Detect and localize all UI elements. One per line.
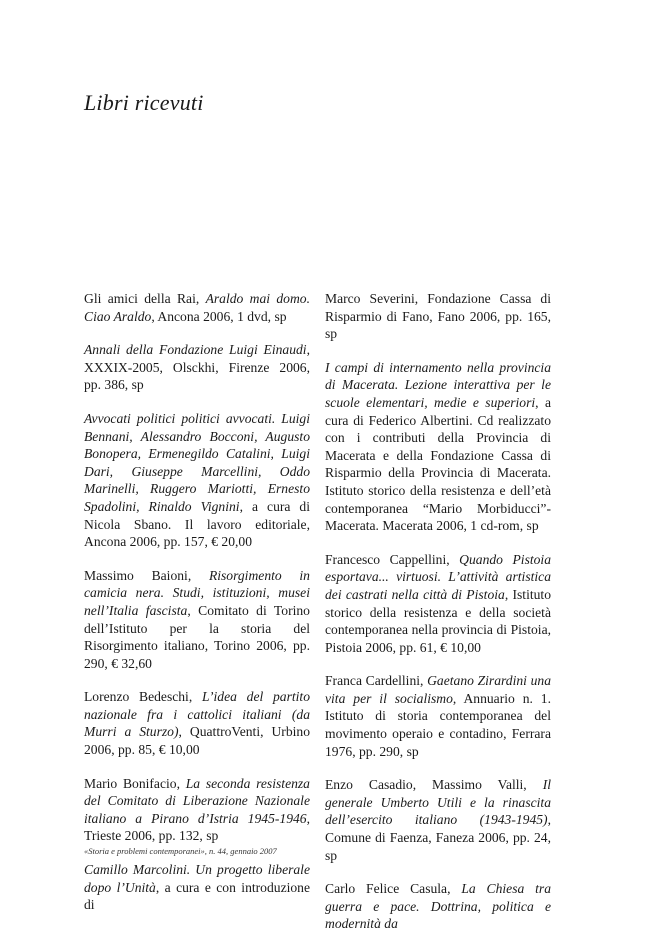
bibliography-entry [325, 776, 551, 864]
bibliography-entry [84, 861, 310, 914]
entry-text: , Annuario n. 1. Istituto di storia contemporanea del movimento operaio e contadino, Ferrara 1976, pp. 290, sp [325, 690, 552, 759]
entry-title-text: La Chiesa tra guerra e pace. Dottrina, politica e modernità da [325, 881, 552, 932]
bibliography-entry [84, 775, 310, 845]
entry-text: , Trieste 2006, pp. 132, sp [84, 810, 310, 844]
entry-title-text: I campi di internamento nella provincia di Macerata. Lezione interattiva per le scuole elementari, medie e superiori [325, 359, 551, 410]
entry-text: , a cura e con introduzione di [84, 879, 311, 913]
entry-text: , Istituto storico della resistenza e della società contemporanea nella provincia di Pistoia, Pistoia 2006, pp. 61, € 10,00 [325, 586, 551, 655]
entry-text: , XXXIX-2005, Olsckhi, Firenze 2006, pp. 386, sp [84, 342, 310, 393]
entry-title-text: Annali della Fondazione Luigi Einaudi [84, 342, 307, 358]
entry-text: Franca Cardellini, [325, 673, 428, 689]
bibliography-entry [84, 341, 310, 394]
bibliography-entry [325, 672, 551, 760]
entry-title-text: Avvocati politici politici avvocati. Luigi Bennani, Alessandro Bocconi, Augusto Bonopera, Ermenegildo Catalini, Luigi Dari, Giuseppe Marcellini, Oddo Marinelli, Ruggero Mariotti, Ernesto Spadolini, Rinaldo Vignini [84, 410, 310, 514]
entry-title-text: Camillo Marcolini. Un progetto liberale dopo l’Unità [84, 862, 310, 895]
bibliography-entry [84, 567, 310, 673]
entry-title-text: Il generale Umberto Utili e la rinascita dell’esercito italiano (1943-1945) [325, 777, 551, 828]
entry-text: , Comitato di Torino dell’Istituto per la storia del Risorgimento italiano, Torino 2006, pp. 290, € 32,60 [84, 602, 310, 671]
entry-title-text: Gaetano Zirardini una vita per il socialismo [325, 673, 551, 706]
entry-text: Gli amici della Rai, [84, 291, 206, 306]
bibliography-entry [325, 880, 551, 933]
entry-text: Lorenzo Bedeschi, [84, 689, 202, 705]
bibliography-entry [325, 359, 551, 535]
entry-text: , a cura di Nicola Sbano. Il lavoro editoriale, Ancona 2006, pp. 157, € 20,00 [84, 498, 311, 550]
bibliography-entry [84, 410, 310, 551]
bibliography-entry [325, 551, 551, 657]
entry-text: , QuattroVenti, Urbino 2006, pp. 85, € 10,00 [84, 724, 310, 758]
entry-text: Carlo Felice Casula, [325, 881, 462, 897]
entry-title-text: La seconda resistenza del Comitato di Liberazione Nazionale italiano a Pirano d’Istria 1945-1946 [84, 775, 310, 826]
entry-text: Francesco Cappellini, [325, 551, 460, 567]
left-column [84, 290, 310, 930]
bibliography-entry [84, 290, 310, 325]
entry-text: Enzo Casadio, Massimo Valli, [325, 777, 543, 793]
entry-text: Marco Severini, Fondazione Cassa di Risparmio di Fano, Fano 2006, pp. 165, sp [325, 291, 551, 342]
entry-title-text: Risorgimento in camicia nera. Studi, istituzioni, musei nell’Italia fascista [84, 567, 310, 618]
entry-title-text: L’idea del partito nazionale fra i cattolici italiani (da Murri a Sturzo) [84, 689, 310, 740]
page-title: Libri ricevuti [84, 90, 204, 115]
entry-title-text: Araldo mai domo. Ciao Araldo [84, 291, 310, 324]
page-footer: «Storia e problemi contemporanei», n. 44, gennaio 2007 [84, 846, 277, 856]
entry-text: Mario Bonifacio, [84, 775, 186, 791]
right-column [325, 290, 551, 949]
bibliography-entry [325, 290, 551, 343]
entry-title-text: Quando Pistoia esportava... virtuosi. L’attività artistica dei castrati nella città di Pistoia [325, 551, 552, 602]
entry-text: , a cura di Federico Albertini. Cd realizzato con i contributi della Provincia di Macerata e della Fondazione Cassa di Risparmio della Provincia di Macerata. Istituto storico della resistenza e dell’età contemporanea “Mario Morbiducci”-Macerata. Macerata 2006, 1 cd-rom, sp [325, 394, 551, 534]
entry-text: , Comune di Faenza, Faneza 2006, pp. 24, sp [325, 812, 551, 863]
entry-text: , Ancona 2006, 1 dvd, sp [151, 308, 287, 324]
bibliography-entry [84, 688, 310, 758]
entry-text: Massimo Baioni, [84, 567, 209, 583]
